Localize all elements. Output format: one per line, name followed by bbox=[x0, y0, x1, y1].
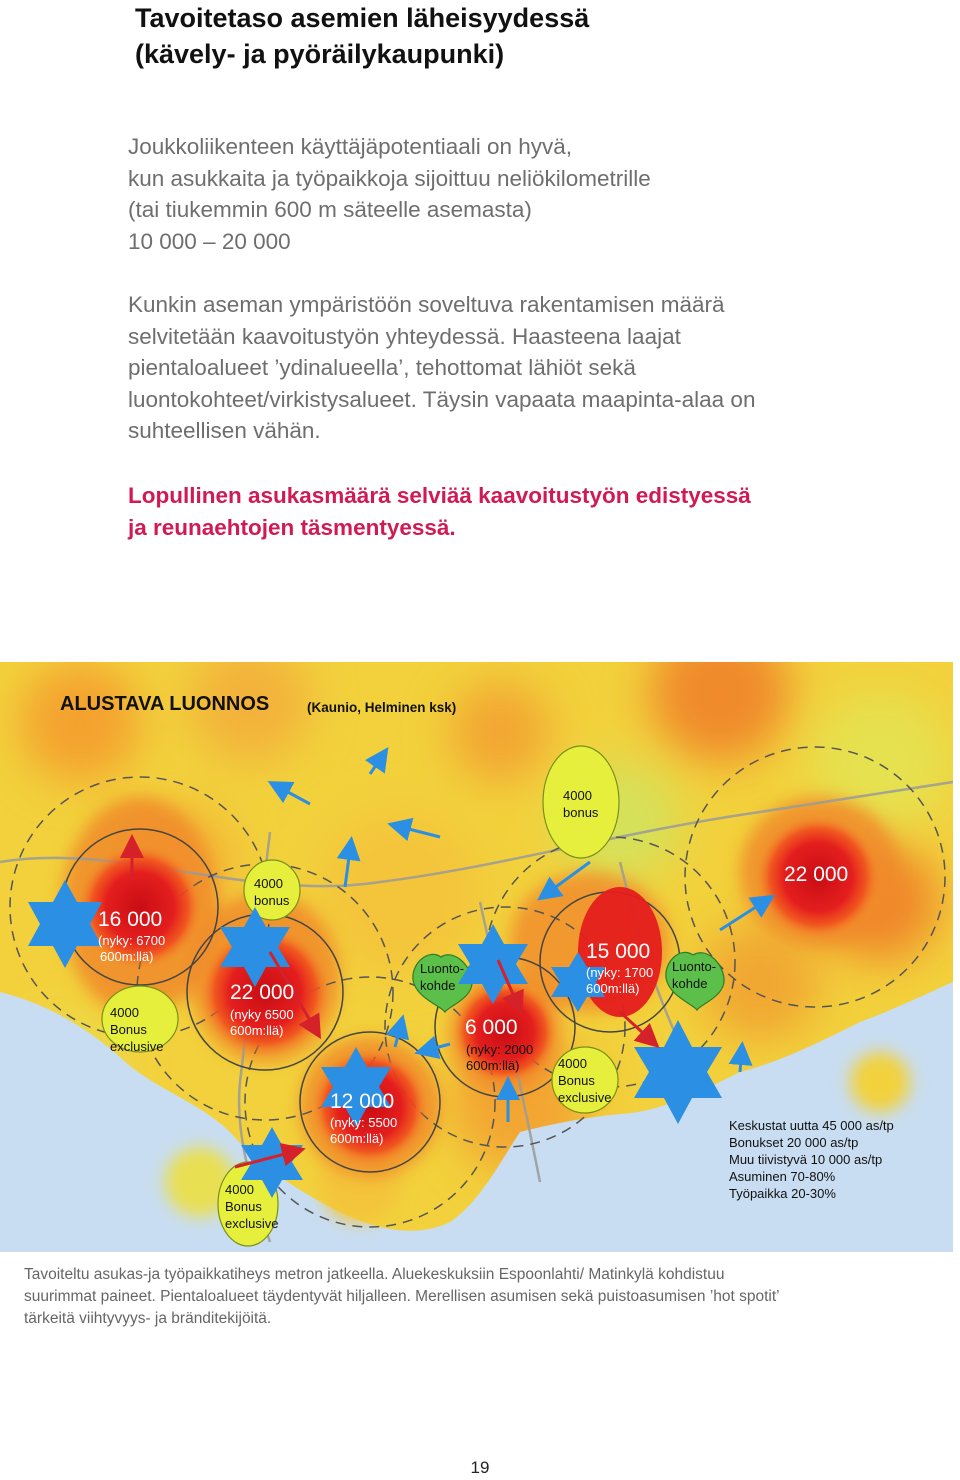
station-note: (nyky: 5500 bbox=[330, 1115, 398, 1130]
bonus-label: Bonus bbox=[110, 1022, 147, 1037]
bonus-label: Bonus bbox=[558, 1073, 595, 1088]
highlight-line: ja reunaehtojen täsmentyessä. bbox=[128, 514, 456, 540]
paragraph-line: selvitetään kaavoitustyön yhteydessä. Haasteena laajat bbox=[128, 323, 681, 349]
paragraph-line: (tai tiukemmin 600 m säteelle asemasta) bbox=[128, 197, 532, 222]
station-value: 15 000 bbox=[586, 940, 651, 963]
bonus-label: 4000 bbox=[110, 1005, 139, 1020]
station-note: 600m:llä) bbox=[230, 1023, 284, 1038]
heading-line-2: (kävely- ja pyöräilykaupunki) bbox=[135, 39, 505, 69]
highlight-paragraph bbox=[128, 480, 908, 543]
map-title-sub: (Kaunio, Helminen ksk) bbox=[307, 700, 457, 715]
station-value: 22 000 bbox=[230, 981, 295, 1004]
map-caption bbox=[24, 1264, 944, 1330]
page-heading bbox=[135, 0, 895, 72]
station-value: 12 000 bbox=[330, 1090, 395, 1113]
bonus-label: bonus bbox=[254, 893, 290, 908]
station-value: 22 000 bbox=[784, 863, 849, 886]
bonus-label: exclusive bbox=[110, 1039, 164, 1054]
nature-label: Luonto- bbox=[672, 959, 717, 974]
station-value: 16 000 bbox=[98, 908, 163, 931]
bonus-label: 4000 bbox=[558, 1056, 587, 1071]
station-note: (nyky: 6700 bbox=[98, 933, 166, 948]
caption-line: suurimmat paineet. Pientaloalueet täydentyvät hiljalleen. Merellisen asumisen sekä puistoasumisen ’hot spotit’ bbox=[24, 1288, 780, 1305]
paragraph-line: 10 000 – 20 000 bbox=[128, 228, 291, 254]
heading-line-1: Tavoitetaso asemien läheisyydessä bbox=[135, 3, 590, 33]
summary-line: Keskustat uutta 45 000 as/tp bbox=[729, 1118, 894, 1133]
bonus-label: 4000 bbox=[254, 876, 283, 891]
paragraph-line: pientaloalueet ’ydinalueella’, tehottomat lähiöt sekä bbox=[128, 355, 636, 380]
station-note: 600m:llä) bbox=[466, 1058, 520, 1073]
page-number: 19 bbox=[470, 1458, 490, 1477]
bonus-label: 4000 bbox=[563, 788, 592, 803]
paragraph-line: Kunkin aseman ympäristöön soveltuva rakentamisen määrä bbox=[128, 292, 725, 317]
map-title-main: ALUSTAVA LUONNOS bbox=[60, 693, 270, 715]
bonus-label: exclusive bbox=[225, 1216, 279, 1231]
station-value: 6 000 bbox=[465, 1016, 518, 1039]
paragraph-construction bbox=[128, 289, 908, 447]
nature-label: kohde bbox=[420, 978, 456, 993]
caption-line: Tavoiteltu asukas-ja työpaikkatiheys metron jatkeella. Aluekeskuksiin Espoonlahti/ Matinkylä kohdistuu bbox=[24, 1266, 725, 1283]
summary-line: Muu tiivistyvä 10 000 as/tp bbox=[729, 1152, 883, 1167]
paragraph-line: kun asukkaita ja työpaikkoja sijoittuu neliökilometrille bbox=[128, 165, 651, 191]
summary-line: Asuminen 70-80% bbox=[729, 1169, 836, 1184]
paragraph-line: luontokohteet/virkistysalueet. Täysin vapaata maapinta-alaa on bbox=[128, 386, 756, 412]
station-note: 600m:llä) bbox=[586, 981, 640, 996]
station-note: 600m:llä) bbox=[330, 1131, 384, 1146]
summary-line: Työpaikka 20-30% bbox=[729, 1186, 836, 1201]
bonus-label: exclusive bbox=[558, 1090, 612, 1105]
station-note: (nyky: 1700 bbox=[586, 965, 654, 980]
highlight-line: Lopullinen asukasmäärä selviää kaavoitustyön edistyessä bbox=[128, 483, 751, 508]
bonus-label: 4000 bbox=[225, 1182, 254, 1197]
paragraph-line: Joukkoliikenteen käyttäjäpotentiaali on hyvä, bbox=[128, 134, 573, 159]
paragraph-line: suhteellisen vähän. bbox=[128, 418, 321, 443]
bonus-label: bonus bbox=[563, 805, 599, 820]
bonus-label: Bonus bbox=[225, 1199, 262, 1214]
station-note: (nyky 6500 bbox=[230, 1007, 294, 1022]
density-map bbox=[0, 662, 953, 1252]
nature-label: kohde bbox=[672, 976, 708, 991]
nature-label: Luonto- bbox=[420, 961, 465, 976]
caption-line: tärkeitä viihtyvyys- ja bränditekijöitä. bbox=[24, 1310, 272, 1327]
station-note: 600m:llä) bbox=[100, 949, 154, 964]
summary-line: Bonukset 20 000 as/tp bbox=[729, 1135, 859, 1150]
station-note: (nyky: 2000 bbox=[466, 1042, 534, 1057]
paragraph-potential bbox=[128, 131, 908, 257]
